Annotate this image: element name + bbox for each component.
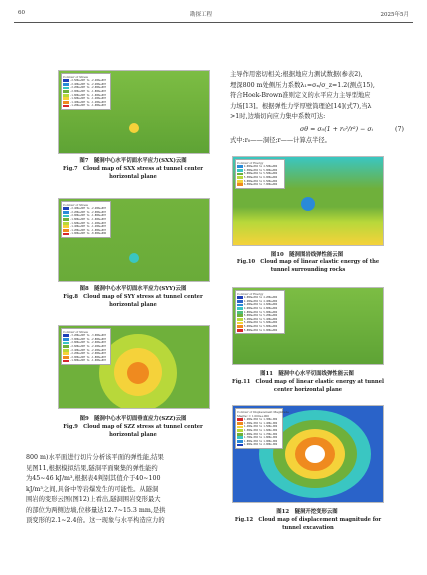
text-line: 围岩的变形云图(图12)上看出,隧洞围岩变形最大 (26, 496, 161, 503)
equation-7: σθ = σ₀(1 + r₀²/r²) − σᵢ (300, 126, 373, 133)
figure-11-caption-zh: 图11 隧洞中心水平切面线弹性能云图 (260, 371, 354, 377)
legend-subtitle: Magfac = 1.000e+000 (237, 414, 270, 418)
legend-label: -1.400e+007 to -1.200e+007 (70, 100, 106, 104)
legend-swatch (63, 207, 69, 210)
legend-swatch (63, 342, 69, 345)
legend-swatch (237, 304, 243, 307)
journal-title: 勘探工程 (190, 12, 213, 18)
legend-swatch (63, 90, 69, 93)
legend-swatch (237, 318, 243, 321)
legend-label: -2.500e+007 to -2.400e+007 (70, 79, 106, 83)
text-line: 顶变形的2.1~2.4倍。这一现象与水平构造应力的 (26, 517, 165, 524)
tunnel-marker (129, 253, 139, 263)
text-line: 符合Hoek-Brown准则定义的水平应力主导型地应 (230, 92, 371, 99)
text-line: 见图11,根据模拟结果,隧洞平面聚集的弹性能约 (26, 464, 158, 472)
legend-label: 5.000e+004 to 5.200e+004 (244, 314, 278, 318)
figure-11-image (232, 287, 384, 365)
figure-7-caption-en: Fig.7 Cloud map of SXX stress at tunnel center horizontal plane (62, 166, 204, 180)
legend-row (237, 443, 281, 447)
legend-label: -1.400e+007 to -1.200e+007 (70, 225, 106, 229)
figure-10-legend (235, 159, 285, 189)
legend-label: 1.200e-002 to 1.300e-002 (244, 418, 278, 422)
text-line: 力场[13]。根据弹性力学厚壁筒理论[14](式7),当λ (230, 102, 372, 110)
legend-label: -2.200e+007 to -2.000e+007 (70, 210, 106, 214)
legend-swatch (237, 418, 243, 421)
legend-swatch (63, 211, 69, 214)
figure-8-image (58, 198, 210, 282)
legend-swatch (63, 222, 69, 225)
figure-8-caption-zh: 图8 隧洞中心水平切面水平应力(SYY)云图 (79, 286, 187, 292)
figure-10-image (232, 156, 384, 246)
legend-swatch (63, 349, 69, 352)
text-line: >1时,边墙切向应力集中系数可达: (230, 113, 326, 120)
equation-note: 式中:r₀——洞径;r——计算点半径。 (230, 137, 331, 144)
legend-swatch (63, 97, 69, 100)
legend-swatch (237, 325, 243, 328)
legend-swatch (63, 233, 69, 236)
legend-label: 5.000e+004 to 5.500e+004 (244, 172, 278, 176)
legend-label: 5.600e+004 to 5.800e+004 (244, 325, 278, 329)
page-number: 60 (18, 10, 25, 16)
legend-label: -2.200e+007 to -2.000e+007 (70, 352, 106, 356)
legend-label: 1.400e-002 to 1.500e-002 (244, 425, 278, 429)
legend-swatch (237, 173, 243, 176)
legend-swatch (63, 225, 69, 228)
legend-row (237, 183, 283, 187)
legend-label: -3.000e+007 to -2.800e+007 (70, 337, 106, 341)
legend-title: Contour of Displacement Magnitude (237, 410, 289, 414)
legend-swatch (63, 360, 69, 363)
legend-label: -1.200e+007 to -1.000e+007 (70, 104, 106, 108)
legend-swatch (63, 345, 69, 348)
legend-label: 1.600e-002 to 1.700e-002 (244, 432, 278, 436)
legend-swatch (63, 83, 69, 86)
legend-title: Contour of Stress (63, 203, 88, 207)
legend-label: -1.800e+007 to -1.600e+007 (70, 359, 106, 363)
legend-swatch (63, 87, 69, 90)
legend-swatch (63, 105, 69, 108)
figure-12-caption-en: Fig.12 Cloud map of displacement magnitude for tunnel excavation (234, 517, 382, 531)
equation-number: (7) (395, 126, 404, 133)
figure-9-legend (61, 328, 111, 365)
legend-label: -2.600e+007 to -2.400e+007 (70, 345, 106, 349)
legend-label: -2.000e+007 to -1.800e+007 (70, 90, 106, 94)
legend-swatch (237, 169, 243, 172)
figure-9-image (58, 325, 210, 409)
legend-swatch (237, 165, 243, 168)
figure-7-caption-zh: 图7 隧洞中心水平切面水平应力(SXX)云图 (79, 158, 187, 164)
legend-label: -2.400e+007 to -2.200e+007 (70, 82, 106, 86)
text-line: kJ/m³之间,具备中等岩爆发生的可能性。从隧洞 (26, 485, 159, 493)
figure-10-caption-zh: 图10 隧洞围岩线弹性能云图 (270, 252, 344, 258)
legend-swatch (237, 440, 243, 443)
legend-label: -2.000e+007 to -1.800e+007 (70, 214, 106, 218)
legend-label: -1.200e+007 to -1.000e+007 (70, 228, 106, 232)
legend-swatch (237, 180, 243, 183)
legend-label: -2.200e+007 to -2.000e+007 (70, 86, 106, 90)
text-line: 为45~46 kJ/m³,根据表4判别其值介于40~100 (26, 475, 161, 482)
text-line: 主导作用密切相关;根据地应力测试数据(参表2), (230, 71, 363, 78)
figure-7-image (58, 70, 210, 154)
legend-label: 4.600e+004 to 4.800e+004 (244, 307, 278, 311)
figure-10-caption-en: Fig.10 Cloud map of linear elastic energy of the tunnel surrounding rocks (236, 259, 380, 273)
tunnel-marker (129, 123, 139, 133)
legend-label: -2.400e+007 to -2.200e+007 (70, 348, 106, 352)
stress-zone-inner (127, 362, 149, 384)
legend-swatch (63, 356, 69, 359)
legend-swatch (237, 296, 243, 299)
figure-8-caption-en: Fig.8 Cloud map of SYY stress at tunnel center horizontal plane (63, 294, 203, 308)
legend-label: 4.500e+004 to 5.000e+004 (244, 168, 278, 172)
legend-label: -2.800e+007 to -2.600e+007 (70, 341, 106, 345)
legend-title: Contour of Stress (63, 330, 88, 334)
figure-8-legend (61, 201, 111, 238)
figure-7-legend (61, 73, 111, 110)
legend-label: -1.600e+007 to -1.400e+007 (70, 221, 106, 225)
right-body-paragraph (230, 70, 416, 123)
legend-label: 1.800e-002 to 1.900e-002 (244, 439, 278, 443)
legend-label: 5.500e+004 to 6.000e+004 (244, 176, 278, 180)
legend-label: 6.500e+004 to 7.000e+004 (244, 183, 278, 187)
legend-swatch (63, 101, 69, 104)
legend-label: -1.600e+007 to -1.400e+007 (70, 97, 106, 101)
legend-label: 1.700e-002 to 1.800e-002 (244, 436, 278, 440)
energy-band-bottom (233, 207, 383, 245)
figure-9-caption-en: Fig.9 Cloud map of SZZ stress at tunnel center horizontal plane (63, 424, 203, 438)
legend-swatch (237, 300, 243, 303)
header-rule (14, 22, 413, 23)
legend-swatch (63, 94, 69, 97)
legend-swatch (63, 79, 69, 82)
legend-swatch (63, 218, 69, 221)
legend-row (63, 232, 109, 236)
legend-title: Contour of Stress (63, 75, 88, 79)
legend-label: 4.000e+004 to 4.500e+004 (244, 165, 278, 169)
legend-swatch (237, 329, 243, 332)
text-line: 的部位为两侧边墙,位移量达12.7~15.3 mm,是拱 (26, 506, 166, 514)
legend-swatch (237, 433, 243, 436)
legend-row (63, 104, 109, 108)
legend-swatch (237, 314, 243, 317)
legend-title: Contour of Energy (237, 292, 264, 296)
legend-swatch (63, 334, 69, 337)
figure-12-caption-zh: 图12 隧洞开挖变形云图 (276, 509, 338, 515)
issue-date: 2025年5月 (380, 12, 409, 18)
legend-swatch (237, 176, 243, 179)
legend-swatch (63, 215, 69, 218)
legend-row (237, 328, 283, 332)
text-line: 800 m)水平面进行切片分析该平面的弹性能,结果 (26, 454, 164, 461)
legend-swatch (237, 426, 243, 429)
legend-label: 4.200e+004 to 4.400e+004 (244, 299, 278, 303)
legend-row (63, 359, 109, 363)
legend-label: 1.500e-002 to 1.600e-002 (244, 429, 278, 433)
legend-label: 5.400e+004 to 5.600e+004 (244, 321, 278, 325)
legend-swatch (63, 229, 69, 232)
legend-label: 4.800e+004 to 5.000e+004 (244, 310, 278, 314)
figure-11-legend (235, 290, 285, 334)
legend-swatch (237, 307, 243, 310)
figure-9-caption-zh: 图9 隧洞中心水平切面垂直应力(SZZ)云图 (79, 416, 187, 422)
legend-label: 1.900e-002 to 2.000e-002 (244, 443, 278, 447)
legend-swatch (237, 322, 243, 325)
legend-label: -1.800e+007 to -1.600e+007 (70, 218, 106, 222)
legend-swatch (63, 338, 69, 341)
legend-swatch (237, 422, 243, 425)
figure-12-legend (235, 408, 289, 449)
legend-label: 1.300e-002 to 1.400e-002 (244, 421, 278, 425)
legend-label: 5.800e+004 to 6.000e+004 (244, 328, 278, 332)
legend-label: 6.000e+004 to 6.500e+004 (244, 179, 278, 183)
legend-swatch (237, 311, 243, 314)
legend-swatch (63, 352, 69, 355)
legend-swatch (237, 429, 243, 432)
legend-label: -2.400e+007 to -2.200e+007 (70, 207, 106, 211)
legend-title: Contour of Energy (237, 161, 264, 165)
legend-swatch (237, 436, 243, 439)
tunnel-opening (305, 445, 325, 463)
legend-label: -1.800e+007 to -1.600e+007 (70, 93, 106, 97)
legend-swatch (237, 444, 243, 447)
legend-label: -2.000e+007 to -1.800e+007 (70, 355, 106, 359)
legend-label: -3.200e+007 to -3.000e+007 (70, 334, 106, 338)
figure-11-caption-en: Fig.11 Cloud map of linear elastic energy at tunnel center horizontal plane (232, 379, 384, 393)
legend-swatch (237, 183, 243, 186)
figure-12-image (232, 405, 384, 503)
legend-label: 4.400e+004 to 4.600e+004 (244, 303, 278, 307)
text-line: 埋深800 m处侧压力系数λ₁=σₓ/σ_z=1.2(测点15), (230, 81, 375, 89)
legend-label: 5.200e+004 to 5.400e+004 (244, 317, 278, 321)
left-body-paragraph (26, 453, 224, 527)
tunnel-marker (301, 197, 315, 211)
legend-label: 4.000e+004 to 4.200e+004 (244, 296, 278, 300)
legend-label: -1.000e+007 to -8.000e+006 (70, 232, 106, 236)
